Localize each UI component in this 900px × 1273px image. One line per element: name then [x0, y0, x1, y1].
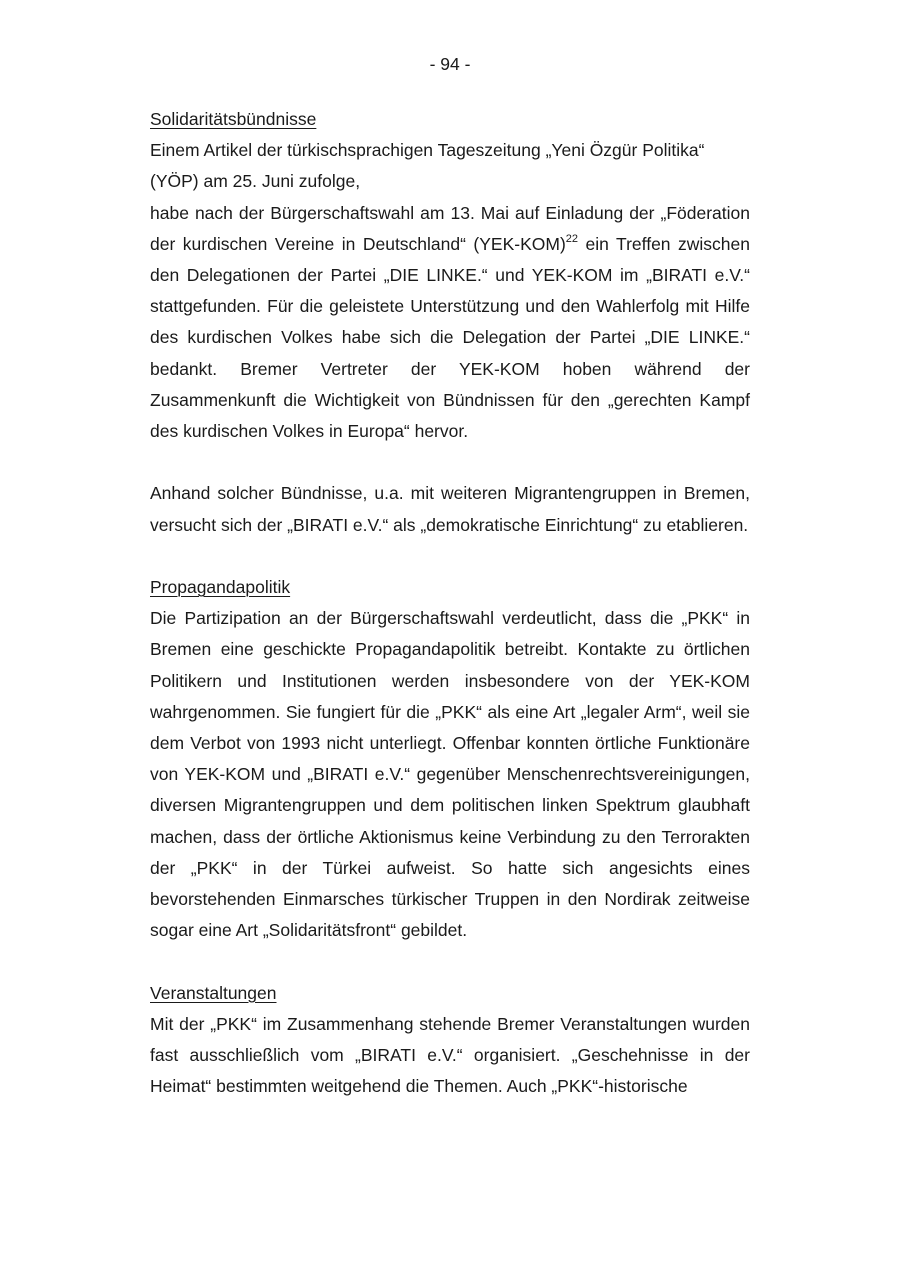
section-heading-propagandapolitik: Propagandapolitik — [150, 577, 291, 598]
body-paragraph — [150, 198, 750, 448]
page-number: - 94 - — [429, 54, 471, 74]
footnote-reference: 22 — [565, 232, 579, 245]
paragraph-text: ein Treffen zwischen den Delegationen der Partei „DIE LINKE.“ und YEK-KOM im „BIRATI e.V.“ stattgefunden. Für die geleistete Unterstützung und den Wahlerfolg mit Hilfe des kurdischen Volkes habe sich die Delegation der Partei „DIE LINKE.“ bedankt. Bremer Vertreter der YEK-KOM hoben während der Zusammenkunft die Wichtigkeit von Bündnissen für den „gerechten Kampf des kurdischen Volkes in Europa“ hervor. — [150, 233, 750, 442]
section-intro-paragraph: Einem Artikel der türkischsprachigen Tageszeitung „Yeni Özgür Politika“ (YÖP) am 25. Juni zufolge, — [150, 140, 705, 192]
section-heading-veranstaltungen: Veranstaltungen — [150, 982, 277, 1003]
paragraph-text: habe nach der Bürgerschaftswahl am 13. Mai auf Einladung der „Föderation der kurdischen Vereine in Deutschland“ (YEK-KOM) — [150, 202, 750, 254]
body-paragraph: Mit der „PKK“ im Zusammenhang stehende Bremer Veranstaltungen wurden fast ausschließlich vom „BIRATI e.V.“ organisiert. „Geschehnisse in der Heimat“ bestimmten weitgehend die Themen. Auch „PKK“-historische — [150, 1013, 750, 1097]
document-body — [150, 104, 750, 1102]
section-heading-solidaritaetsbuendnisse: Solidaritätsbündnisse — [150, 109, 317, 129]
body-paragraph: Anhand solcher Bündnisse, u.a. mit weiteren Migrantengruppen in Bremen, versucht sich der „BIRATI e.V.“ als „demokratische Einrichtung“ zu etablieren. — [150, 483, 750, 535]
body-paragraph: Die Partizipation an der Bürgerschaftswahl verdeutlicht, dass die „PKK“ in Bremen eine geschickte Propagandapolitik betreibt. Kontakte zu örtlichen Politikern und Institutionen werden insbesondere von der YEK-KOM wahrgenommen. Sie fungiert für die „PKK“ als eine Art „legaler Arm“, weil sie dem Verbot von 1993 nicht unterliegt. Offenbar konnten örtliche Funktionäre von YEK-KOM und „BIRATI e.V.“ gegenüber Menschenrechtsvereinigungen, diversen Migrantengruppen und dem politischen linken Spektrum glaubhaft machen, dass der örtliche Aktionismus keine Verbindung zu den Terrorakten der „PKK“ in der Türkei aufweist. So hatte sich angesichts eines bevorstehenden Einmarsches türkischer Truppen in den Nordirak zeitweise sogar eine Art „Solidaritätsfront“ gebildet. — [150, 608, 750, 941]
